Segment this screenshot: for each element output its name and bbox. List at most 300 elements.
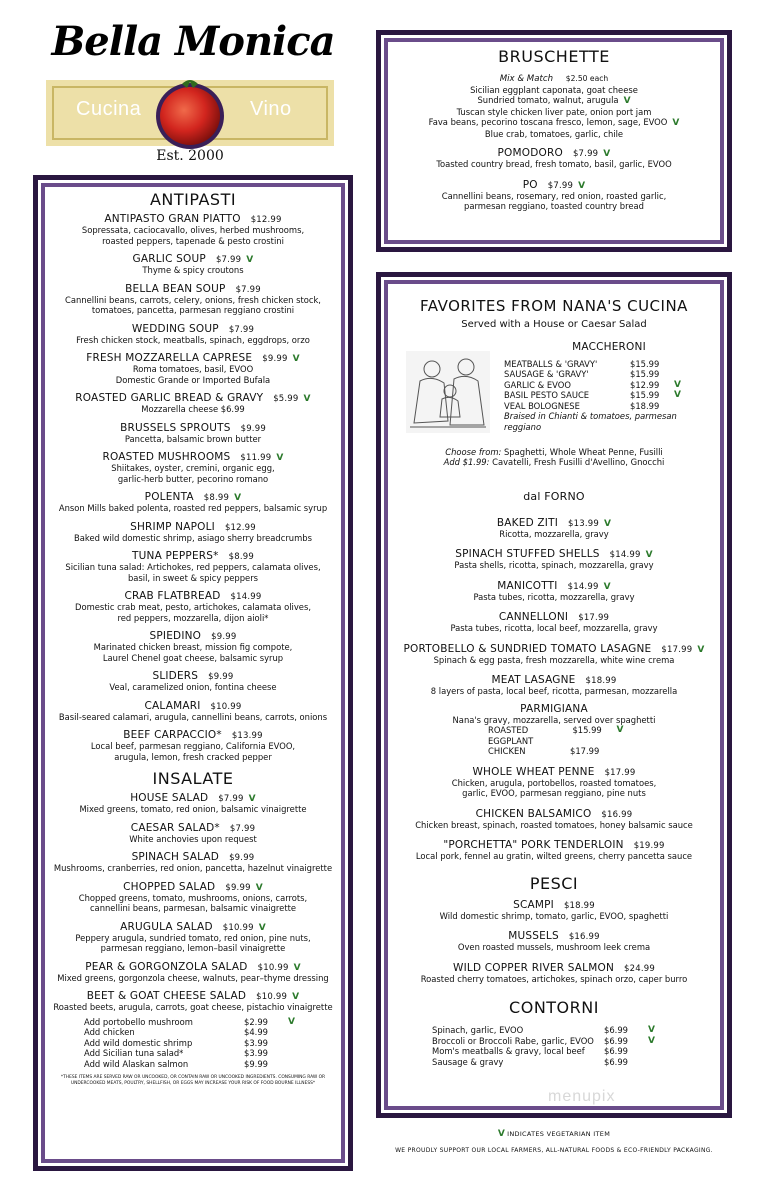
bruschette-title: BRUSCHETTE	[498, 47, 610, 66]
menu-item	[50, 729, 336, 762]
item-title	[50, 422, 336, 434]
forno-title: dal FORNO	[523, 489, 585, 503]
price-row	[504, 401, 688, 412]
row-label: BASIL PESTO SAUCE	[504, 390, 590, 400]
item-desc: Pasta tubes, ricotta, local beef, mozzarella, gravy	[450, 623, 658, 633]
item-desc: White anchovies upon request	[129, 833, 257, 844]
row-price: $6.99	[604, 1046, 628, 1056]
antipasti-section	[50, 190, 336, 1087]
vegetarian-icon: V	[697, 644, 705, 655]
price-row	[84, 1027, 302, 1038]
item-title	[50, 630, 336, 642]
item-title	[392, 808, 716, 820]
watermark: menupix	[548, 1088, 616, 1105]
bruschetta-line	[392, 95, 716, 107]
menu-item	[392, 808, 716, 831]
row-label: Add Sicilian tuna salad*	[84, 1048, 184, 1058]
item-desc: Marinated chicken breast, mission fig compote,	[93, 642, 293, 652]
row-price: $18.99	[630, 400, 660, 411]
row-label: Broccoli or Broccoli Rabe, garlic, EVOO	[432, 1035, 594, 1046]
mix-label: Mix & Match	[499, 74, 554, 84]
row-label: Spinach, garlic, EVOO	[432, 1025, 524, 1035]
item-price: $17.99	[578, 613, 610, 623]
row-label: Mom's meatballs & gravy, local beef	[432, 1046, 585, 1056]
row-price-wrap	[572, 725, 628, 746]
row-price-wrap	[604, 1046, 662, 1057]
row-price-wrap	[630, 369, 688, 380]
item-price: $11.99	[240, 453, 272, 463]
item-name: BRUSSELS SPROUTS	[120, 421, 231, 434]
line-text: Blue crab, tomatoes, garlic, chile	[484, 128, 624, 139]
row-price: $15.99	[630, 390, 660, 400]
line-text: Sicilian eggplant caponata, goat cheese	[470, 84, 638, 95]
item-price: $9.99	[225, 882, 251, 893]
item-price: $16.99	[568, 932, 600, 942]
item-name: BAKED ZITI	[496, 516, 558, 529]
parmigiana-name: PARMIGIANA	[520, 702, 588, 715]
item-price: $24.99	[624, 963, 655, 974]
item-desc: Roasted beets, arugula, carrots, goat cheese, pistachio vinaigrette	[53, 1002, 333, 1012]
menu-item	[50, 392, 336, 415]
item-title	[50, 881, 336, 893]
antipasti-title: ANTIPASTI	[149, 190, 237, 209]
vegetarian-icon: V	[578, 180, 586, 191]
item-price: $8.99	[228, 552, 254, 562]
menu-item	[50, 822, 336, 845]
item-desc: Local pork, fennel au gratin, wilted greens, cherry pancetta sauce	[415, 851, 693, 861]
menu-item	[50, 590, 336, 623]
mac-note: Braised in Chianti & tomatoes, parmesan reggiano	[504, 411, 677, 432]
row-price-wrap	[630, 401, 688, 412]
row-label: SAUSAGE & 'GRAVY'	[504, 369, 589, 379]
price-row	[432, 1025, 662, 1036]
vegetarian-icon: V	[645, 550, 653, 560]
item-desc: Thyme & spicy croutons	[142, 265, 244, 275]
item-title	[50, 451, 336, 463]
row-price-wrap	[604, 1057, 662, 1068]
item-name: POLENTA	[144, 491, 194, 503]
bruschetta-line	[392, 117, 716, 129]
veg-legend	[376, 1129, 732, 1139]
item-price: $18.99	[585, 676, 617, 686]
vegetarian-icon: V	[255, 882, 263, 893]
item-desc: red peppers, mozzarella, dijon aioli*	[117, 612, 269, 623]
row-price-wrap	[244, 1059, 302, 1070]
item-title	[50, 961, 336, 973]
row-price-wrap	[630, 359, 688, 370]
menu-item	[392, 674, 716, 697]
item-name: CHICKEN BALSAMICO	[475, 807, 592, 820]
maccheroni-title: MACCHERONI	[572, 340, 646, 353]
row-price: $15.99	[630, 358, 660, 369]
favorites-title: FAVORITES FROM NANA'S CUCINA	[420, 297, 688, 315]
item-desc: Mixed greens, tomato, red onion, balsamic vinaigrette	[79, 804, 307, 814]
item-name: MANICOTTI	[497, 579, 558, 592]
price-row	[84, 1048, 302, 1059]
menu-item	[50, 792, 336, 815]
logo-cucina: Cucina	[76, 98, 142, 120]
choose-label: Choose from:	[445, 446, 502, 457]
po-price: $7.99	[547, 180, 574, 191]
item-desc: Anson Mills baked polenta, roasted red peppers, balsamic syrup	[58, 503, 328, 513]
row-price-wrap	[244, 1017, 302, 1028]
row-label: MEATBALLS & 'GRAVY'	[504, 358, 598, 369]
po-name: PO	[522, 178, 538, 191]
vegetarian-icon: V	[293, 962, 301, 973]
item-desc: parmesan reggiano, lemon–basil vinaigrette	[100, 943, 286, 953]
item-name: SPIEDINO	[149, 630, 202, 642]
row-price: $15.99	[572, 725, 602, 735]
item-title	[50, 491, 336, 503]
row-price: $15.99	[630, 369, 660, 379]
item-name: PORTOBELLO & SUNDRIED TOMATO LASAGNE	[403, 642, 652, 655]
vegetarian-icon: V	[674, 390, 681, 400]
item-price: $7.99	[215, 255, 242, 265]
po-desc-1: Cannellini beans, rosemary, red onion, roasted garlic,	[441, 190, 667, 201]
item-title	[50, 670, 336, 682]
row-price: $6.99	[604, 1025, 628, 1035]
row-label: Sausage & gravy	[432, 1056, 504, 1067]
item-desc: Laurel Chenel goat cheese, balsamic syrup	[102, 652, 284, 663]
add-text: Cavatelli, Fresh Fusilli d'Avellino, Gnocchi	[492, 457, 665, 467]
bruschetta-line	[392, 107, 716, 118]
line-text: Sundried tomato, walnut, arugula	[477, 95, 619, 105]
item-name: GARLIC SOUP	[132, 253, 206, 265]
menu-item	[50, 451, 336, 484]
pomodoro-name: POMODORO	[497, 147, 563, 159]
item-title	[50, 352, 336, 364]
item-desc: Peppery arugula, sundried tomato, red onion, pine nuts,	[75, 932, 311, 943]
item-desc: Pasta shells, ricotta, spinach, mozzarella, gravy	[454, 560, 654, 570]
item-desc: Shiitakes, oyster, cremini, organic egg,	[111, 463, 275, 473]
vegetarian-icon: V	[603, 581, 611, 592]
item-title	[50, 851, 336, 863]
menu-item	[50, 630, 336, 663]
item-title	[50, 921, 336, 933]
item-desc: Mushrooms, cranberries, red onion, pancetta, hazelnut vinaigrette	[53, 863, 333, 873]
item-price: $14.99	[609, 550, 641, 560]
item-price: $9.99	[240, 423, 266, 434]
logo-est: Est. 2000	[156, 148, 224, 164]
vegetarian-icon: V	[648, 1035, 655, 1046]
price-row	[432, 1046, 662, 1057]
item-name: BEEF CARPACCIO*	[123, 729, 222, 741]
item-desc: basil, in sweet & spicy peppers	[127, 572, 259, 583]
menu-item	[50, 352, 336, 385]
item-price: $17.99	[604, 767, 636, 778]
item-desc: Domestic Grande or Imported Bufala	[115, 374, 271, 385]
item-price: $7.99	[235, 284, 261, 295]
item-name: ROASTED GARLIC BREAD & GRAVY	[75, 392, 264, 404]
item-desc: Ricotta, mozzarella, gravy	[499, 528, 609, 539]
item-desc: Roasted cherry tomatoes, artichokes, spinach orzo, caper burro	[420, 973, 688, 984]
vegetarian-icon: V	[623, 96, 631, 106]
row-price: $4.99	[244, 1027, 268, 1037]
item-name: TUNA PEPPERS*	[132, 550, 219, 562]
row-price-wrap	[604, 1036, 662, 1047]
item-price: $7.99	[228, 324, 255, 335]
item-desc: Cannellini beans, carrots, celery, onions, fresh chicken stock,	[65, 294, 321, 305]
row-price: $9.99	[244, 1058, 268, 1069]
item-price: $10.99	[210, 701, 242, 712]
item-desc: Wild domestic shrimp, tomato, garlic, EVOO, spaghetti	[439, 910, 669, 921]
row-label: VEAL BOLOGNESE	[504, 400, 580, 411]
item-price: $18.99	[563, 900, 595, 911]
vegetarian-icon: V	[234, 493, 242, 503]
pomodoro-desc: Toasted country bread, fresh tomato, basil, garlic, EVOO	[436, 159, 672, 169]
row-price: $17.99	[570, 746, 600, 756]
menu-item	[50, 422, 336, 445]
row-price-wrap	[244, 1027, 302, 1038]
item-name: PEAR & GORGONZOLA SALAD	[85, 960, 248, 973]
row-price: $12.99	[630, 379, 660, 390]
item-desc: Domestic crab meat, pesto, artichokes, calamata olives,	[75, 602, 311, 612]
item-title	[392, 548, 716, 560]
bruschetta-line	[392, 129, 716, 140]
row-price-wrap	[604, 1025, 662, 1036]
row-price: $6.99	[604, 1035, 628, 1046]
row-price-wrap	[570, 746, 628, 757]
item-price: $10.99	[256, 992, 288, 1002]
parmigiana-desc: Nana's gravy, mozzarella, served over spaghetti	[452, 714, 656, 725]
item-title	[50, 822, 336, 834]
item-name: CAESAR SALAD*	[130, 821, 220, 834]
item-price: $14.99	[567, 581, 599, 592]
item-title	[50, 213, 336, 225]
vegetarian-icon: V	[303, 394, 311, 404]
item-price: $17.99	[661, 644, 693, 655]
item-name: SLIDERS	[152, 670, 199, 682]
item-name: HOUSE SALAD	[130, 792, 209, 804]
menu-item	[50, 283, 336, 316]
menu-item	[50, 851, 336, 874]
item-title	[392, 517, 716, 529]
item-name: SPINACH STUFFED SHELLS	[455, 548, 600, 560]
item-title	[50, 729, 336, 741]
item-name: SPINACH SALAD	[131, 851, 220, 863]
item-title	[50, 792, 336, 804]
add-label: Add $1.99:	[443, 457, 490, 467]
vegetarian-icon: V	[603, 518, 612, 529]
row-price-wrap	[630, 380, 688, 391]
item-price: $5.99	[273, 394, 299, 404]
menu-item	[50, 921, 336, 954]
item-title	[392, 766, 716, 778]
bruschetta-line	[392, 85, 716, 96]
vegetarian-icon: V	[258, 922, 266, 933]
support-note: WE PROUDLY SUPPORT OUR LOCAL FARMERS, ALL-NATURAL FOODS & ECO-FRIENDLY PACKAGING.	[395, 1147, 713, 1154]
item-price: $7.99	[229, 823, 256, 834]
item-name: ROASTED MUSHROOMS	[102, 451, 231, 463]
menu-item	[392, 643, 716, 666]
item-price: $12.99	[250, 215, 282, 225]
vegetarian-icon: V	[248, 794, 256, 804]
menu-item	[50, 253, 336, 276]
menu-item	[392, 766, 716, 799]
item-title	[392, 839, 716, 851]
item-name: WEDDING SOUP	[131, 322, 219, 335]
item-title	[50, 700, 336, 712]
vegetarian-icon: V	[246, 255, 254, 265]
item-price: $8.99	[203, 493, 230, 503]
item-name: SHRIMP NAPOLI	[130, 520, 215, 533]
row-price: $6.99	[604, 1056, 628, 1067]
item-title	[392, 962, 716, 974]
logo-vino: Vino	[250, 98, 292, 120]
vegetarian-icon: V	[674, 379, 681, 390]
bruschette-section	[392, 47, 716, 212]
vegetarian-icon: V	[648, 1025, 655, 1035]
line-text: Tuscan style chicken liver pate, onion port jam	[456, 106, 652, 117]
item-title	[50, 253, 336, 265]
item-title	[50, 521, 336, 533]
pesci-title: PESCI	[529, 873, 579, 893]
menu-item	[50, 213, 336, 246]
item-desc: Chopped greens, tomato, mushrooms, onions, carrots,	[78, 892, 308, 903]
price-row	[84, 1017, 302, 1028]
line-text: Fava beans, pecorino toscana fresco, lemon, sage, EVOO	[428, 117, 668, 127]
price-row	[504, 369, 688, 380]
item-desc: Baked wild domestic shrimp, asiago sherry breadcrumbs	[74, 532, 312, 543]
item-price: $7.99	[218, 794, 244, 804]
item-name: CANNELLONI	[498, 611, 569, 623]
item-price: $9.99	[211, 632, 237, 642]
pomodoro-price: $7.99	[572, 149, 599, 159]
logo-name: Bella Monica	[51, 18, 335, 65]
price-row	[488, 725, 628, 746]
item-desc: Veal, caramelized onion, fontina cheese	[109, 682, 277, 692]
item-desc: tomatoes, pancetta, parmesan reggiano crostini	[91, 305, 295, 315]
item-title	[50, 550, 336, 562]
menu-item	[50, 323, 336, 346]
tomato-icon	[152, 72, 228, 152]
item-price: $10.99	[257, 962, 289, 973]
item-name: MEAT LASAGNE	[491, 674, 576, 686]
item-desc: Mozzarella cheese $6.99	[141, 404, 245, 414]
menu-item	[50, 990, 336, 1013]
item-title	[392, 643, 716, 655]
contorni-title: CONTORNI	[509, 998, 599, 1017]
item-name: CRAB FLATBREAD	[124, 590, 221, 602]
menu-item	[392, 580, 716, 603]
item-title	[392, 611, 716, 623]
vegetarian-icon: V	[292, 354, 300, 364]
menu-item	[50, 700, 336, 723]
price-row	[488, 746, 628, 757]
item-name: CALAMARI	[144, 699, 201, 712]
row-price: $2.99	[244, 1016, 268, 1027]
price-row	[432, 1057, 662, 1068]
menu-item	[50, 521, 336, 544]
veg-legend-text: INDICATES VEGETARIAN ITEM	[507, 1130, 611, 1138]
row-label: Add wild domestic shrimp	[84, 1037, 193, 1048]
item-title	[50, 590, 336, 602]
item-desc: Local beef, parmesan reggiano, California EVOO,	[90, 741, 296, 751]
vegetarian-icon: V	[276, 453, 284, 463]
menu-item	[392, 899, 716, 922]
item-name: BEET & GOAT CHEESE SALAD	[86, 990, 247, 1002]
vegetarian-icon: V	[288, 1016, 295, 1027]
item-name: CHOPPED SALAD	[123, 880, 216, 893]
item-price: $9.99	[229, 853, 255, 863]
row-price: $3.99	[244, 1048, 268, 1058]
menu-item	[50, 961, 336, 984]
mix-price: $2.50 each	[565, 74, 609, 83]
item-desc: garlic-herb butter, pecorino romano	[117, 473, 269, 484]
price-row	[84, 1059, 302, 1070]
price-row	[432, 1036, 662, 1047]
item-title	[50, 392, 336, 404]
price-row	[504, 359, 688, 370]
item-name: WHOLE WHEAT PENNE	[472, 765, 595, 778]
item-name: BELLA BEAN SOUP	[125, 282, 226, 295]
item-desc: 8 layers of pasta, local beef, ricotta, parmesan, mozzarella	[430, 686, 678, 696]
item-desc: garlic, EVOO, parmesan reggiano, pine nuts	[462, 788, 646, 798]
insalate-title: INSALATE	[152, 769, 234, 788]
item-desc: roasted peppers, tapenade & pesto crostini	[102, 235, 284, 246]
item-price: $9.99	[262, 354, 288, 364]
item-title	[392, 930, 716, 942]
item-price: $12.99	[224, 522, 256, 533]
family-illustration	[406, 351, 490, 433]
menu-item	[50, 491, 336, 514]
item-name: MUSSELS	[508, 930, 559, 942]
item-desc: Chicken breast, spinach, roasted tomatoes, honey balsamic sauce	[415, 819, 693, 830]
item-desc: Pancetta, balsamic brown butter	[124, 433, 262, 444]
item-price: $13.99	[568, 518, 599, 529]
row-label: Add portobello mushroom	[84, 1016, 193, 1027]
item-name: SCAMPI	[513, 898, 554, 911]
menu-item	[392, 962, 716, 985]
item-desc: Sicilian tuna salad: Artichokes, red peppers, calamata olives,	[65, 562, 321, 572]
menu-item	[392, 517, 716, 540]
choose-text: Spaghetti, Whole Wheat Penne, Fusilli	[503, 446, 663, 457]
item-price: $19.99	[633, 841, 665, 851]
vegetarian-icon: V	[672, 118, 680, 128]
item-desc: Mixed greens, gorgonzola cheese, walnuts, pear–thyme dressing	[57, 972, 329, 983]
item-desc: cannellini beans, parmesan, balsamic vinaigrette	[89, 903, 297, 913]
item-price: $9.99	[208, 672, 234, 682]
row-label: Add chicken	[84, 1027, 135, 1037]
item-desc: arugula, lemon, fresh cracked pepper	[114, 751, 272, 762]
item-price: $13.99	[231, 731, 263, 741]
favorites-subtitle: Served with a House or Caesar Salad	[461, 319, 647, 330]
item-price: $10.99	[222, 922, 254, 933]
item-title	[50, 283, 336, 295]
vegetarian-icon: V	[497, 1129, 506, 1139]
price-row	[504, 390, 688, 401]
item-price: $16.99	[601, 809, 633, 820]
row-price-wrap	[244, 1048, 302, 1059]
item-desc: Fresh chicken stock, meatballs, spinach, eggdrops, orzo	[76, 334, 310, 345]
menu-item	[392, 611, 716, 634]
item-title	[392, 674, 716, 686]
price-row	[84, 1038, 302, 1049]
favorites-section	[392, 297, 716, 1067]
row-label: CHICKEN	[488, 746, 526, 756]
item-title	[392, 899, 716, 911]
item-name: "PORCHETTA" PORK TENDERLOIN	[443, 839, 624, 851]
menu-item	[392, 930, 716, 953]
menu-item	[392, 548, 716, 571]
row-price-wrap	[630, 390, 688, 401]
item-name: FRESH MOZZARELLA CAPRESE	[86, 352, 253, 364]
row-price: $3.99	[244, 1037, 268, 1048]
vegetarian-icon: V	[603, 149, 611, 159]
item-desc: Chicken, arugula, portobellos, roasted tomatoes,	[451, 777, 657, 788]
item-price: $14.99	[230, 592, 262, 602]
row-label: GARLIC & EVOO	[504, 379, 571, 390]
